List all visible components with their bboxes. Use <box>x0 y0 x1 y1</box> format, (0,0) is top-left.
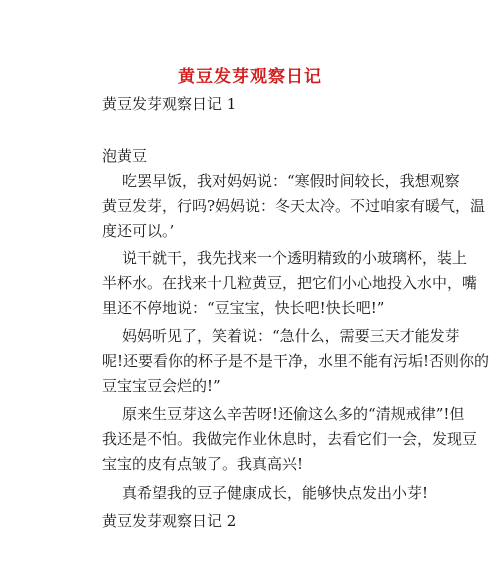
paragraph-4-line-3: 宝宝的皮有点皱了。我真高兴! <box>102 455 304 473</box>
paragraph-1-line-2: 黄豆发芽，行吗?妈妈说：冬天太冷。不过咱家有暖气，温 <box>102 197 486 215</box>
paragraph-2-line-1: 说干就干，我先找来一个透明精致的小玻璃杯，装上 <box>122 249 468 267</box>
paragraph-3-line-2: 呢!还要看你的杯子是不是干净，水里不能有污垢!否则你的 <box>102 352 490 370</box>
section-heading: 泡黄豆 <box>102 147 148 165</box>
document-title: 黄豆发芽观察日记 <box>178 67 322 87</box>
paragraph-4-line-2: 我还是不怕。我做完作业休息时，去看它们一会，发现豆 <box>102 430 478 448</box>
diary-heading-1: 黄豆发芽观察日记 1 <box>102 95 237 113</box>
paragraph-3-line-1: 妈妈听见了，笑着说：“急什么，需要三天才能发芽 <box>122 327 460 345</box>
paragraph-3-line-3: 豆宝宝豆会烂的!” <box>102 377 221 395</box>
paragraph-2-line-2: 半杯水。在找来十几粒黄豆，把它们小心地投入水中，嘴 <box>102 274 478 292</box>
paragraph-5-line-1: 真希望我的豆子健康成长，能够快点发出小芽! <box>122 484 429 502</box>
diary-heading-2: 黄豆发芽观察日记 2 <box>102 512 237 530</box>
paragraph-1-line-1: 吃罢早饭，我对妈妈说：“寒假时间较长，我想观察 <box>122 172 460 190</box>
paragraph-1-line-3: 度还可以。’ <box>102 222 175 240</box>
paragraph-2-line-3: 里还不停地说：“豆宝宝，快长吧!快长吧!” <box>102 299 385 317</box>
paragraph-4-line-1: 原来生豆芽这么辛苦呀!还偷这么多的“清规戒律”!但 <box>122 405 465 423</box>
